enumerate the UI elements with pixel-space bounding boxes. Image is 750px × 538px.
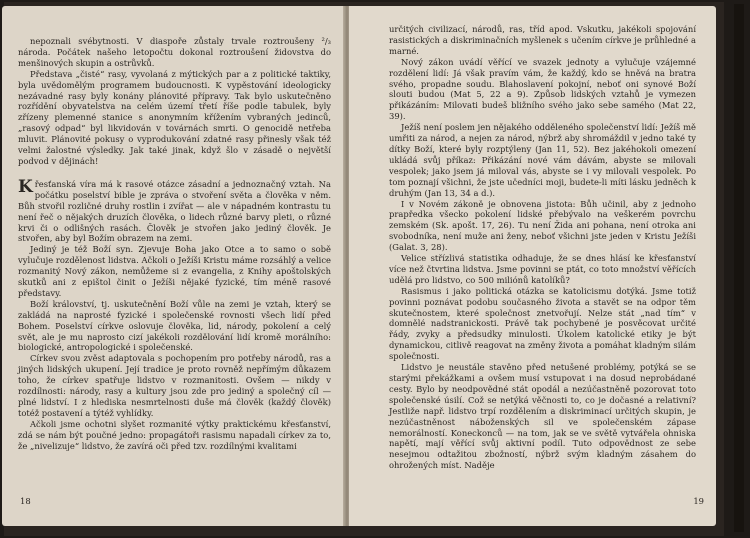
paragraph-text: řesťanská víra má k rasové otázce zásadní a jednoznačný vztah. Na počátku poselství bible je zpráva o stvoření světa a člověka v něm. Bůh stvořil rozličné druhy rostlin i zvířat — ale v nápadném kontrastu tu není řeč o nějakých druzích člověka, o lidech různé barvy pleti, o různé krvi či o odlišných rasách. Člověk je stvořen jako jediný člověk. Je stvořen, aby byl Božím obrazem na zemi.	[18, 178, 331, 244]
paragraph: Ježíš není poslem jen nějakého odděleného společenství lidí: Ježíš mě umřiti za národ, a nejen za národ, nýbrž aby shromáždil v jedno také ty dítky Boží, které byly rozptýleny (Jan 11, 52). Bez jakéhokoli omezení ukládá svůj příkaz: Přikázání nové vám dávám, abyste se milovali vespolek; jako jsem já miloval vás, abyste se i vy milovali vespolek. Po tom poznají všichni, že jste učedníci moji, budete-li míti lásku jedněch k druhým (Jan 13, 34 a d.).	[389, 122, 696, 198]
page-number: 19	[693, 496, 704, 506]
paragraph: Rasismus i jako politická otázka se katolicismu dotýká. Jsme totiž povinni poznávat podobu současného života a stavět se na odpor těm skutečnostem, které společnost znetvořují. Nelze stát „nad tím“ v domnělé nadstranickosti. Právě tak pochybené je posvěcovat určité řády, zvyky a předsudky minulosti. Úkolem katolické etiky je být dynamickou, citlivě reagovat na změny života a pomáhat kladným silám společnosti.	[389, 285, 696, 362]
left-page	[2, 6, 345, 526]
paragraph: I v Novém zákoně je obnovena jistota: Bůh učinil, aby z jednoho prapředka všecko pokolení lidské přebývalo na veškerém povrchu zemském (Sk. apošt. 17, 26). Tu není Žida ani pohana, není otroka ani svobodníka, není muže ani ženy, neboť všichni jste jeden v Kristu Ježíši (Galat. 3, 28).	[389, 198, 696, 253]
drop-cap: K	[18, 176, 33, 197]
paragraph: Církev svou zvěst adaptovala s pochopením pro potřeby národů, ras a jiných lidských ukupení. Její tradice je proto rovněž nepřímým důkazem toho, že církev spatřuje lidstvo v rozmanitosti. Ovšem — nikdy v rozdílnosti: národy, rasy a kultury jsou zde pro jediný a společný cíl — plné lidství. I z hlediska nesmrtelnosti duše má člověk (každý člověk) totéž postavení a týtéž vyhlídky.	[18, 353, 331, 418]
paragraph: Ačkoli jsme ochotni slyšet rozmanité výtky praktickému křesťanství, zdá se nám být poučné jedno: propagátoři rasismu napadali církev za to, že „nivelizuje“ lidstvo, že zavírá oči před tzv. rozdílnými kvalitami	[18, 418, 331, 451]
dark-edge	[734, 4, 744, 532]
paragraph: Boží království, tj. uskutečnění Boží vůle na zemi je vztah, který se zakládá na naprosté fyzické i společenské rovnosti všech lidí před Bohem. Poselství církve oslovuje člověka, lid, národy, pokolení a celý svět, ale je mu naprosto cizí jakékoli rozdělování lidí kromě morálního: biologické, antropologické i společenské.	[18, 298, 331, 353]
page-number: 18	[20, 496, 31, 506]
section-opening-paragraph	[18, 176, 331, 244]
paragraph: Jediný je též Boží syn. Zjevuje Boha jako Otce a to samo o sobě vylučuje rozdělenost lidstva. Ačkoli o Ježíši Kristu máme rozsáhlý a velice rozmanitý Nový zákon, nemůžeme si z evangelia, z Knihy apoštolských skutků ani z epištol činit o Ježíši nějaké fyzické, tím méně rasové představy.	[18, 244, 331, 298]
section-gap	[18, 167, 331, 179]
right-page	[349, 6, 716, 526]
paragraph: nepoznali svébytnosti. V diaspoře zůstaly trvale roztroušeny ²/₃ národa. Počátek našeho letopočtu dokonal roztroušení židovstva do menšinových skupin a ostrůvků.	[18, 36, 331, 68]
paragraph: Velice střízlivá statistika odhaduje, že se dnes hlásí ke křesťanství více než čtvrtina lidstva. Jsme povinni se ptát, co toto množství věřících udělá pro lidstvo, co 500 miliónů katolíků?	[389, 253, 696, 285]
paragraph: Představa „čisté“ rasy, vyvolaná z mýtických par a z politické taktiky, byla uvědomělým programem budoucnosti. K vypěstování ideologicky nezávadné rasy byly konány plánovité přípravy. Tak bylo uskutečněno rozřídění obyvatelstva na celém území třetí říše podle tabulek, byly zřízeny plemenné stanice s anonymním křížením vybraných jedinců, „rasový odpad“ byl likvidován v továrnách smrti. O genocidě netřeba mluvit. Plánovité pokusy o vyprodukování zdatné rasy přinesly však též velmi žalostné výsledky. Jak také jinak, když šlo v zásadě o největší podvod v dějinách!	[18, 68, 331, 166]
paragraph: Lidstvo je neustále stavěno před netušené problémy, potýká se se starými překážkami a ovšem musí vstupovat i na dosud neprobádané cesty. Bylo by neodpovědné stát opodál a nezúčastněně pozorovat toto společenské úsilí. Což se netýká věčnosti to, co je dočasné a relativní? Jestliže např. lidstvo trpí rozdělením a diskriminací určitých skupin, je nezúčastněnost náboženských sil ve společenském zápase nemorálností. Koneckonců — na tom, jak se ve světě vytvářela ohniska napětí, mají věřící svůj aktivní podíl. Tuto odpovědnost ze sebe nesejmou odtažitou zbožností, nýbrž svým kladným zásahem do ohrožených míst. Naděje	[389, 362, 696, 471]
paragraph: určitých civilizací, národů, ras, tříd apod. Vskutku, jakékoli spojování rasistických a diskriminačních myšlenek s učením církve je průhledné a marné.	[389, 24, 696, 56]
paragraph: Nový zákon uvádí věřící ve svazek jednoty a vylučuje vzájemné rozdělení lidí: Já však pravím vám, že každý, kdo se hněvá na bratra svého, propadne soudu. Blahoslavení pokojní, neboť oni synové Boží slouti budou (Mat 5, 22 a 9). Způsob lidských vztahů je vymezen přikázáním: Milovati budeš bližního svého jako sebe samého (Mat 22, 39).	[389, 56, 696, 122]
